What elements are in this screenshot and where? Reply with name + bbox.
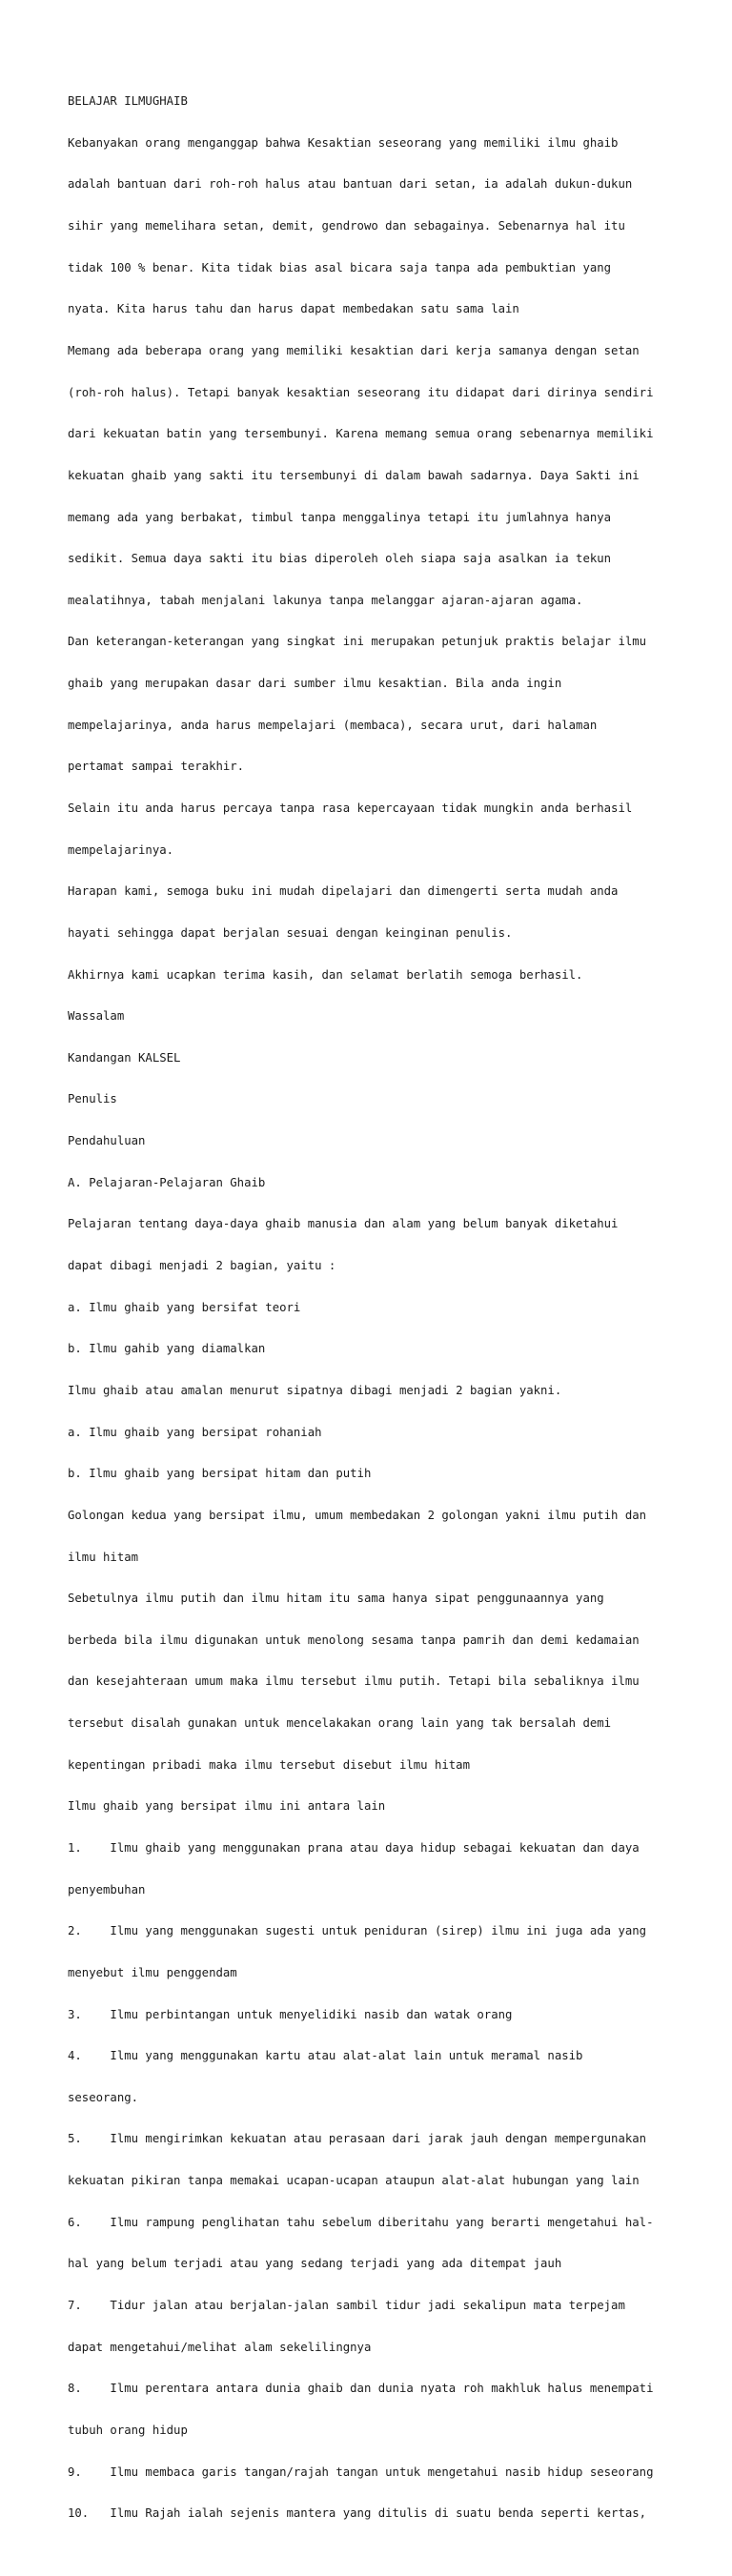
text-line: Akhirnya kami ucapkan terima kasih, dan selamat berlatih semoga berhasil. <box>68 967 583 982</box>
text-line: Memang ada beberapa orang yang memiliki kesaktian dari kerja samanya dengan setan <box>68 343 640 357</box>
list-item: 5. Ilmu mengirimkan kekuatan atau perasaan dari jarak jauh dengan mempergunakan <box>68 2132 647 2146</box>
text-line: dapat dibagi menjadi 2 bagian, yaitu : <box>68 1259 336 1273</box>
text-line: nyata. Kita harus tahu dan harus dapat membedakan satu sama lain <box>68 302 519 316</box>
list-item <box>68 2548 725 2563</box>
text-line: adalah bantuan dari roh-roh halus atau bantuan dari setan, ia adalah dukun-dukun <box>68 177 633 192</box>
list-item: 6. Ilmu rampung penglihatan tahu sebelum diberitahu yang berarti mengetahui hal- <box>68 2215 654 2229</box>
list-item: a. Ilmu ghaib yang bersipat rohaniah <box>68 1425 322 1439</box>
document-page <box>68 67 725 2576</box>
text-line: (roh-roh halus). Tetapi banyak kesaktian seseorang itu didapat dari dirinya sendiri <box>68 385 654 399</box>
text-line: pertamat sampai terakhir. <box>68 760 245 774</box>
text-line: Ilmu ghaib atau amalan menurut sipatnya dibagi menjadi 2 bagian yakni. <box>68 1383 562 1397</box>
list-item: dapat mengetahui/melihat alam sekelilingnya <box>68 2340 372 2354</box>
text-line: Pelajaran tentang daya-daya ghaib manusia dan alam yang belum banyak diketahui <box>68 1217 619 1231</box>
list-item: kekuatan pikiran tanpa memakai ucapan-ucapan ataupun alat-alat hubungan yang lain <box>68 2174 640 2188</box>
list-item: 8. Ilmu perentara antara dunia ghaib dan dunia nyata roh makhluk halus menempati <box>68 2382 654 2396</box>
text-line: Golongan kedua yang bersipat ilmu, umum membedakan 2 golongan yakni ilmu putih dan <box>68 1508 647 1522</box>
text-line: mempelajarinya. <box>68 842 174 857</box>
signoff-line: Penulis <box>68 1092 117 1106</box>
section-heading: A. Pelajaran-Pelajaran Ghaib <box>68 1175 266 1189</box>
list-item: a. Ilmu ghaib yang bersifat teori <box>68 1300 301 1314</box>
list-item: 7. Tidur jalan atau berjalan-jalan sambil tidur jadi sekalipun mata terpejam <box>68 2299 625 2313</box>
list-item: 3. Ilmu perbintangan untuk menyelidiki nasib dan watak orang <box>68 2007 513 2021</box>
text-line: Harapan kami, semoga buku ini mudah dipelajari dan dimengerti serta mudah anda <box>68 884 619 899</box>
list-item: 2. Ilmu yang menggunakan sugesti untuk peniduran (sirep) ilmu ini juga ada yang <box>68 1924 647 1938</box>
text-line: berbeda bila ilmu digunakan untuk menolong sesama tanpa pamrih dan demi kedamaian <box>68 1633 640 1647</box>
text-line: mealatihnya, tabah menjalani lakunya tanpa melanggar ajaran-ajaran agama. <box>68 593 583 607</box>
document-title: BELAJAR ILMUGHAIB <box>68 94 188 109</box>
text-line: Selain itu anda harus percaya tanpa rasa kepercayaan tidak mungkin anda berhasil <box>68 801 633 815</box>
text-line: ilmu hitam <box>68 1550 139 1564</box>
text-line: Kebanyakan orang menganggap bahwa Kesaktian seseorang yang memiliki ilmu ghaib <box>68 135 619 150</box>
list-item: 4. Ilmu yang menggunakan kartu atau alat-alat lain untuk meramal nasib <box>68 2049 583 2063</box>
text-line: Sebetulnya ilmu putih dan ilmu hitam itu sama hanya sipat penggunaannya yang <box>68 1592 604 1606</box>
text-line: kepentingan pribadi maka ilmu tersebut disebut ilmu hitam <box>68 1757 470 1772</box>
list-item: menyebut ilmu penggendam <box>68 1965 237 1979</box>
list-item: penyembuhan <box>68 1882 146 1897</box>
text-line: mempelajarinya, anda harus mempelajari (membaca), secara urut, dari halaman <box>68 718 598 732</box>
text-line: Ilmu ghaib yang bersipat ilmu ini antara lain <box>68 1799 386 1814</box>
section-heading: Pendahuluan <box>68 1134 146 1148</box>
text-line: ghaib yang merupakan dasar dari sumber ilmu kesaktian. Bila anda ingin <box>68 677 562 691</box>
text-line: dari kekuatan batin yang tersembunyi. Karena memang semua orang sebenarnya memiliki <box>68 427 654 441</box>
list-item: 9. Ilmu membaca garis tangan/rajah tangan untuk mengetahui nasib hidup seseorang <box>68 2464 654 2479</box>
signoff-line: Kandangan KALSEL <box>68 1050 181 1065</box>
list-item: b. Ilmu gahib yang diamalkan <box>68 1342 266 1356</box>
text-line: Dan keterangan-keterangan yang singkat ini merupakan petunjuk praktis belajar ilmu <box>68 635 647 649</box>
text-line: tersebut disalah gunakan untuk mencelakakan orang lain yang tak bersalah demi <box>68 1716 612 1731</box>
list-item: 10. Ilmu Rajah ialah sejenis mantera yang ditulis di suatu benda seperti kertas, <box>68 2506 647 2521</box>
list-item: 1. Ilmu ghaib yang menggunakan prana atau daya hidup sebagai kekuatan dan daya <box>68 1841 640 1855</box>
signoff-line: Wassalam <box>68 1009 125 1024</box>
text-line: hayati sehingga dapat berjalan sesuai dengan keinginan penulis. <box>68 925 513 940</box>
text-line: dan kesejahteraan umum maka ilmu tersebut ilmu putih. Tetapi bila sebaliknya ilmu <box>68 1674 640 1689</box>
list-item: tubuh orang hidup <box>68 2423 188 2437</box>
text-line: sedikit. Semua daya sakti itu bias diperoleh oleh siapa saja asalkan ia tekun <box>68 552 612 566</box>
text-line: sihir yang memelihara setan, demit, gendrowo dan sebagainya. Sebenarnya hal itu <box>68 219 625 233</box>
list-item: b. Ilmu ghaib yang bersipat hitam dan putih <box>68 1467 372 1481</box>
text-line: kekuatan ghaib yang sakti itu tersembunyi di dalam bawah sadarnya. Daya Sakti ini <box>68 468 640 482</box>
text-line: memang ada yang berbakat, timbul tanpa menggalinya tetapi itu jumlahnya hanya <box>68 510 612 524</box>
text-line: tidak 100 % benar. Kita tidak bias asal bicara saja tanpa ada pembuktian yang <box>68 260 612 274</box>
list-item: hal yang belum terjadi atau yang sedang terjadi yang ada ditempat jauh <box>68 2257 562 2271</box>
list-item: seseorang. <box>68 2090 139 2104</box>
